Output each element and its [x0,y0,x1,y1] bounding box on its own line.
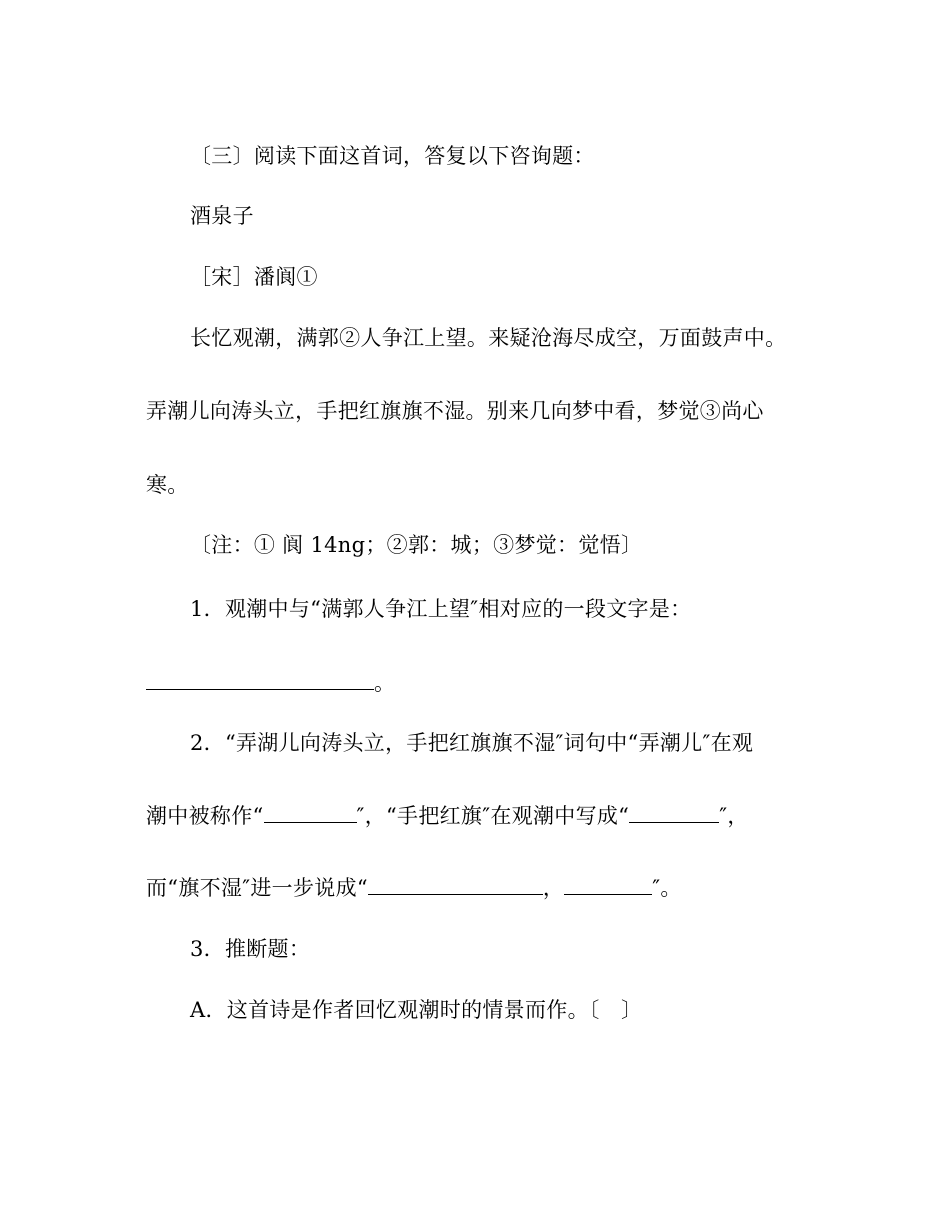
poem-line-2: 弄潮儿向涛头立，手把红旗旗不湿。别来几向梦中看，梦觉③尚心 [146,399,764,423]
q2-text-part-c: ″， [719,804,749,828]
q2-text-part-f: ″。 [652,876,682,900]
poem-line-1: 长忆观潮，满郭②人争江上望。来疑沧海尽成空，万面鼓声中。 [190,326,787,350]
question-1-answer-line [0,668,950,698]
section-intro: 〔三〕阅读下面这首词，答复以下咨询题： [190,144,595,168]
question-1-end: 。 [374,671,396,695]
question-3-item-a: A．这首诗是作者回忆观潮时的情景而作。〔 〕 [190,998,643,1022]
answer-blank [564,876,652,895]
answer-blank [146,671,374,690]
question-2-line-2 [0,801,950,831]
answer-blank [264,804,357,823]
question-2-line-1: 2．“弄湖儿向涛头立，手把红旗旗不湿″词句中“弄潮儿″在观 [190,731,754,755]
poem-line-3: 寒。 [146,473,189,497]
question-2-line-3 [0,873,950,903]
answer-blank [368,876,543,895]
q2-text-part-d: 而“旗不湿″进一步说成“ [146,876,368,900]
answer-blank [629,804,719,823]
poem-author: ［宋］潘阆① [190,265,318,289]
poem-notes: 〔注：① 阆 14ng；②郭：城；③梦觉：觉悟〕 [190,533,643,557]
q2-text-part-b: ″，“手把红旗″在观潮中写成“ [356,804,630,828]
question-3-title: 3．推断题： [190,937,311,961]
q2-text-part-e: ， [542,876,565,900]
question-1-text: 1．观潮中与“满郭人争江上望″相对应的一段文字是： [190,597,692,621]
poem-title: 酒泉子 [190,204,254,228]
q2-text-part-a: 潮中被称作“ [146,804,264,828]
